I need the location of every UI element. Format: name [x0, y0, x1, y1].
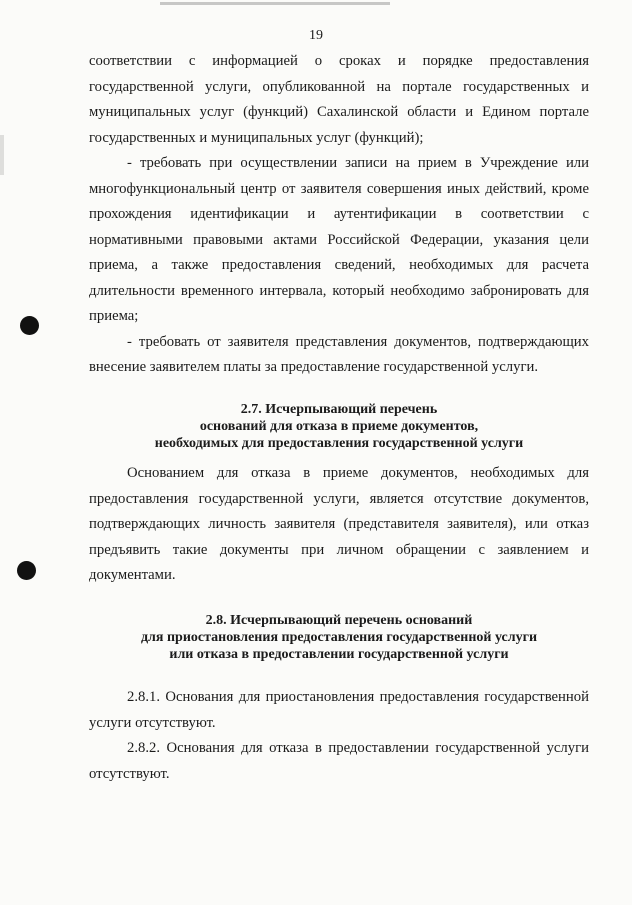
section-heading-2-7	[89, 401, 589, 452]
punch-hole	[17, 561, 36, 580]
text-block-2	[89, 461, 589, 589]
page-number: 19	[309, 28, 323, 43]
paragraph: - требовать при осуществлении записи на прием в Учреждение или многофункциональный центр от заявителя совершения иных действий, кроме прохождения идентификации и аутентификации в соответствии с нормативными правовыми актами Российской Федерации, указания цели приема, а также предоставления сведений, необходимых для расчета длительности временного интервала, который необходимо забронировать для приема;	[89, 155, 589, 324]
paragraph: Основанием для отказа в приеме документов, необходимых для предоставления государственной услуги, является отсутствие документов, подтверждающих личность заявителя (представителя заявителя), или отказ предъявить такие документы при личном обращении с заявлением и документами.	[89, 465, 589, 583]
text-block-3	[89, 685, 589, 787]
section-heading-2-8	[89, 612, 589, 663]
heading-line: 2.7. Исчерпывающий перечень	[240, 402, 438, 417]
punch-hole	[20, 316, 39, 335]
paragraph: 2.8.2. Основания для отказа в предоставлении государственной услуги отсутствуют.	[89, 740, 589, 782]
text-block-1	[89, 49, 589, 381]
paragraph: - требовать от заявителя представления документов, подтверждающих внесение заявителем платы за предоставление государственной услуги.	[89, 333, 589, 375]
heading-line: или отказа в предоставлении государственной услуги	[169, 647, 509, 662]
scan-noise	[160, 2, 390, 5]
heading-line: 2.8. Исчерпывающий перечень оснований	[205, 613, 473, 628]
scan-noise	[0, 135, 4, 175]
paragraph: соответствии с информацией о сроках и порядке предоставления государственной услуги, опубликованной на портале государственных и муниципальных услуг (функций) Сахалинской области и Едином портале государственных и муниципальных услуг (функций);	[89, 53, 589, 146]
paragraph: 2.8.1. Основания для приостановления предоставления государственной услуги отсутствуют.	[89, 689, 589, 731]
heading-line: необходимых для предоставления государственной услуги	[154, 436, 524, 451]
heading-line: для приостановления предоставления государственной услуги	[140, 630, 538, 645]
heading-line: оснований для отказа в приеме документов,	[199, 419, 479, 434]
